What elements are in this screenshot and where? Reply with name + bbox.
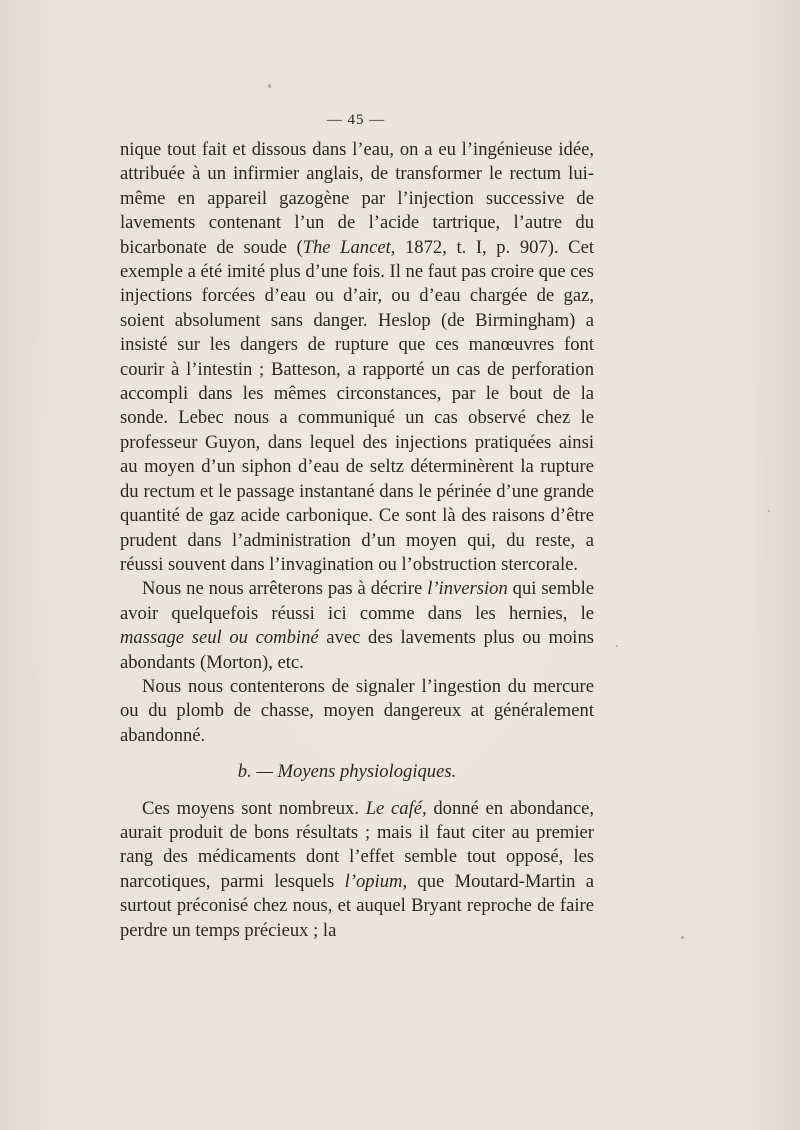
paper-speck xyxy=(616,645,618,647)
section-heading: b. — Moyens physiologiques. xyxy=(237,761,457,783)
italic-term: Le café, xyxy=(365,797,427,819)
paragraph xyxy=(120,577,594,675)
paragraph-text: , que Moutard-Martin a surtout préconisé chez nous, et auquel Bryant reproche de faire perdre un temps précieux ; la xyxy=(120,870,595,941)
body-text xyxy=(120,138,594,943)
paragraph-text: Ces moyens sont nombreux. xyxy=(142,797,366,819)
paragraph-text: avec des lavements plus ou moins abondants (Morton), etc. xyxy=(120,627,594,673)
paper-speck xyxy=(768,510,770,512)
italic-term: l’inversion xyxy=(427,578,508,600)
paragraph-continued xyxy=(120,138,594,577)
paragraph-text: donné en abondance, aurait produit de bons résultats ; mais il faut citer au premier rang des médicaments dont l’effet semble tout opposé, les narcotiques, parmi lesquels xyxy=(120,797,594,892)
italic-term: massage seul ou combiné xyxy=(120,627,319,649)
paragraph xyxy=(120,797,594,943)
paper-speck xyxy=(268,84,271,88)
paragraph-text: nique tout fait et dissous dans l’eau, on a eu l’ingénieuse idée, attribuée à un infirmier anglais, de transformer le rectum lui-même en appareil gazogène par l’injection successive de lavements contenant l’un de l’acide tartrique, l’autre du bicarbonate de soude ( xyxy=(120,139,594,258)
page-number: — 45 — xyxy=(326,112,386,128)
paragraph-text: , 1872, t. I, p. 907). Cet exemple a été imité plus d’une fois. Il ne faut pas croire que ces injections forcées d’eau ou d’air, ou d’eau chargée de gaz, soient absolument sans danger. Heslop (de Birmingham) a insisté sur les dangers de rupture que ces manœuvres font courir à l’intestin ; Batteson, a rapporté un cas de perforation accompli dans les mêmes circonstances, par le bout de la sonde. Lebec nous a communiqué un cas observé chez le professeur Guyon, dans lequel des injections pratiquées ainsi au moyen d’un siphon d’eau de seltz déterminèrent la rupture du rectum et le passage instantané dans le périnée d’une grande quantité de gaz acide carbonique. Ce sont là des raisons d’être prudent dans l’administration d’un moyen qui, du reste, a réussi souvent dans l’invagination ou l’obstruction stercorale. xyxy=(120,236,595,575)
paragraph-text: Nous ne nous arrêterons pas à décrire xyxy=(142,578,428,600)
paper-speck xyxy=(681,936,684,939)
journal-title: The Lancet xyxy=(302,236,391,258)
paragraph: Nous nous contenterons de signaler l’ingestion du mercure ou du plomb de chasse, moyen dangereux at généralement abandonné. xyxy=(120,675,594,746)
paragraph-text: qui semble avoir quelquefois réussi ici comme dans les hernies, le xyxy=(120,578,594,624)
italic-term: l’opium xyxy=(344,870,403,892)
